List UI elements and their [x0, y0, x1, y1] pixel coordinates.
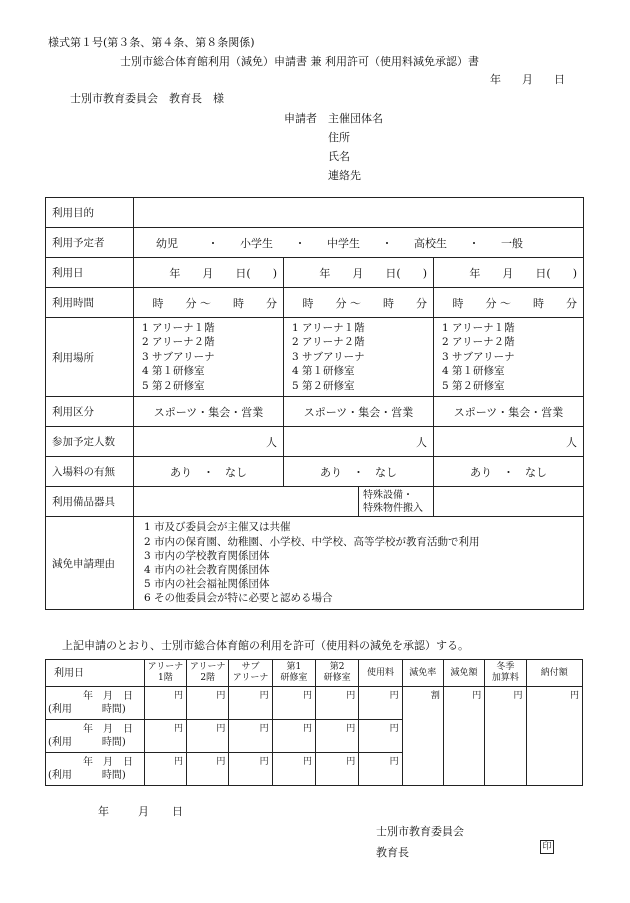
- permit-date-cell[interactable]: 年 月 日 (利用 時間): [46, 687, 145, 720]
- field-time-1[interactable]: 時 分 〜 時 分: [134, 288, 284, 318]
- field-place-2[interactable]: [284, 318, 434, 397]
- cell-reduction-rate[interactable]: 割: [402, 687, 443, 786]
- row-date: [46, 258, 584, 288]
- place-option[interactable]: 4 第１研修室: [442, 365, 505, 378]
- place-option[interactable]: 4 第１研修室: [142, 365, 205, 378]
- applicant-label: 申請者: [284, 112, 317, 125]
- cell-yen[interactable]: 円: [359, 753, 402, 786]
- field-place-1[interactable]: [134, 318, 284, 397]
- col-training-room-1: 第1 研修室: [272, 660, 315, 687]
- field-category-1[interactable]: スポーツ・集会・営業: [134, 397, 284, 427]
- field-equipment[interactable]: [134, 487, 359, 517]
- col-sub-arena: サブ アリーナ: [229, 660, 272, 687]
- row-purpose: [46, 198, 584, 228]
- cell-yen[interactable]: 円: [272, 753, 315, 786]
- field-participants-2[interactable]: 人: [284, 427, 434, 457]
- reason-option[interactable]: 1 市及び委員会が主催又は共催: [144, 521, 291, 534]
- cell-yen[interactable]: 円: [229, 753, 272, 786]
- reason-option[interactable]: 5 市内の社会福祉関係団体: [144, 578, 270, 591]
- permit-date-cell[interactable]: 年 月 日 (利用 時間): [46, 720, 145, 753]
- application-date: [490, 71, 565, 87]
- cell-yen[interactable]: 円: [315, 753, 358, 786]
- col-winter-surcharge: 冬季 加算料: [485, 660, 526, 687]
- field-place-3[interactable]: [434, 318, 584, 397]
- col-training-room-2: 第2 研修室: [315, 660, 358, 687]
- permit-table: [45, 659, 583, 786]
- col-reduction-rate: 減免率: [402, 660, 443, 687]
- permit-date-cell[interactable]: 年 月 日 (利用 時間): [46, 753, 145, 786]
- cell-yen[interactable]: 円: [272, 720, 315, 753]
- place-option[interactable]: 5 第２研修室: [142, 379, 205, 392]
- issuer-organization: 士別市教育委員会: [376, 825, 464, 838]
- addressee: 士別市教育委員会 教育長 様: [70, 92, 224, 105]
- permit-header-row: [46, 660, 583, 687]
- col-arena-2f: アリーナ 2階: [187, 660, 229, 687]
- cell-yen[interactable]: 円: [359, 687, 402, 720]
- special-label-line-2: 特殊物件搬入: [363, 502, 423, 514]
- row-admission: [46, 457, 584, 487]
- place-option[interactable]: 2 アリーナ２階: [442, 336, 515, 349]
- date-day: 日: [554, 73, 565, 86]
- place-option[interactable]: 3 サブアリーナ: [442, 350, 515, 363]
- user-option-high-school[interactable]: 高校生: [414, 236, 447, 250]
- applicant-field-address[interactable]: 住所: [328, 131, 350, 144]
- date-year: 年: [98, 805, 109, 818]
- cell-yen[interactable]: 円: [272, 687, 315, 720]
- row-category: [46, 397, 584, 427]
- field-date-1[interactable]: 年 月 日( ): [134, 258, 284, 288]
- cell-reduction-amount[interactable]: 円: [443, 687, 484, 786]
- cell-yen[interactable]: 円: [187, 753, 229, 786]
- applicant-field-contact[interactable]: 連絡先: [328, 169, 361, 182]
- row-time: [46, 288, 584, 318]
- cell-yen[interactable]: 円: [229, 687, 272, 720]
- cell-payment-amount[interactable]: 円: [526, 687, 583, 786]
- row-reason: [46, 517, 584, 610]
- field-time-2[interactable]: 時 分 〜 時 分: [284, 288, 434, 318]
- label-reason: 減免申請理由: [46, 517, 134, 610]
- cell-yen[interactable]: 円: [187, 687, 229, 720]
- date-month: 月: [522, 73, 533, 86]
- user-option-junior-high[interactable]: 中学生: [327, 236, 360, 250]
- label-equipment: 利用備品器具: [46, 487, 134, 517]
- row-equipment: [46, 487, 584, 517]
- application-table: [45, 197, 584, 610]
- applicant-field-group[interactable]: 主催団体名: [328, 112, 383, 125]
- cell-yen[interactable]: 円: [315, 720, 358, 753]
- label-date: 利用日: [46, 258, 134, 288]
- cell-winter-surcharge[interactable]: 円: [485, 687, 526, 786]
- field-reason[interactable]: [134, 517, 584, 610]
- field-time-3[interactable]: 時 分 〜 時 分: [434, 288, 584, 318]
- place-option[interactable]: 3 サブアリーナ: [142, 350, 215, 363]
- place-option[interactable]: 2 アリーナ２階: [292, 336, 365, 349]
- field-purpose[interactable]: [134, 198, 584, 228]
- cell-yen[interactable]: 円: [144, 753, 186, 786]
- field-participants-1[interactable]: 人: [134, 427, 284, 457]
- form-number: 様式第１号(第３条、第４条、第８条関係): [48, 36, 255, 49]
- applicant-block: [284, 109, 383, 185]
- user-separator: ・: [381, 236, 393, 250]
- cell-yen[interactable]: 円: [315, 687, 358, 720]
- user-option-infant[interactable]: 幼児: [156, 236, 178, 250]
- approval-statement: 上記申請のとおり、士別市総合体育館の利用を許可（使用料の減免を承認）する。: [62, 639, 469, 652]
- col-usage-fee: 使用料: [359, 660, 402, 687]
- place-option[interactable]: 1 アリーナ１階: [142, 321, 215, 334]
- applicant-field-name[interactable]: 氏名: [328, 150, 350, 163]
- place-option[interactable]: 2 アリーナ２階: [142, 336, 215, 349]
- place-option[interactable]: 1 アリーナ１階: [442, 321, 515, 334]
- permit-date: [98, 803, 183, 819]
- label-place: 利用場所: [46, 318, 134, 397]
- cell-yen[interactable]: 円: [229, 720, 272, 753]
- label-users: 利用予定者: [46, 228, 134, 258]
- col-arena-1f: アリーナ 1階: [144, 660, 186, 687]
- field-admission-2[interactable]: あり ・ なし: [284, 457, 434, 487]
- label-special-equipment: [359, 487, 434, 517]
- field-category-2[interactable]: スポーツ・集会・営業: [284, 397, 434, 427]
- cell-yen[interactable]: 円: [187, 720, 229, 753]
- label-category: 利用区分: [46, 397, 134, 427]
- seal-mark-icon: 印: [540, 840, 554, 854]
- place-option[interactable]: 5 第２研修室: [442, 379, 505, 392]
- row-participants: [46, 427, 584, 457]
- place-option[interactable]: 3 サブアリーナ: [292, 350, 365, 363]
- row-place: [46, 318, 584, 397]
- reason-option[interactable]: 2 市内の保育園、幼稚園、小学校、中学校、高等学校が教育活動で利用: [144, 535, 480, 548]
- field-participants-3[interactable]: 人: [434, 427, 584, 457]
- cell-yen[interactable]: 円: [359, 720, 402, 753]
- user-option-general[interactable]: 一般: [501, 236, 523, 250]
- col-reduction-amount: 減免額: [443, 660, 484, 687]
- label-admission: 入場料の有無: [46, 457, 134, 487]
- field-date-3[interactable]: 年 月 日( ): [434, 258, 584, 288]
- permit-row: [46, 687, 583, 720]
- col-payment-amount: 納付額: [526, 660, 583, 687]
- date-day: 日: [172, 805, 183, 818]
- date-month: 月: [138, 805, 149, 818]
- label-participants: 参加予定人数: [46, 427, 134, 457]
- issuer-title: 教育長: [376, 846, 409, 859]
- row-users: [46, 228, 584, 258]
- label-time: 利用時間: [46, 288, 134, 318]
- field-date-2[interactable]: 年 月 日( ): [284, 258, 434, 288]
- reason-option[interactable]: 4 市内の社会教育関係団体: [144, 564, 270, 576]
- user-separator: ・: [468, 236, 480, 250]
- field-admission-1[interactable]: あり ・ なし: [134, 457, 284, 487]
- place-option[interactable]: 5 第２研修室: [292, 379, 355, 392]
- special-label-line-1: 特殊設備・: [363, 489, 413, 501]
- field-users[interactable]: [134, 228, 584, 258]
- user-option-elementary[interactable]: 小学生: [240, 236, 273, 250]
- place-option[interactable]: 4 第１研修室: [292, 365, 355, 378]
- reason-option[interactable]: 3 市内の学校教育関係団体: [144, 549, 270, 562]
- date-year: 年: [490, 73, 501, 86]
- user-separator: ・: [207, 236, 219, 250]
- cell-yen[interactable]: 円: [144, 687, 186, 720]
- place-option[interactable]: 1 アリーナ１階: [292, 321, 365, 334]
- field-category-3[interactable]: スポーツ・集会・営業: [434, 397, 584, 427]
- reason-option[interactable]: 6 その他委員会が特に必要と認める場合: [144, 592, 333, 605]
- document-title: 士別市総合体育館利用（減免）申請書 兼 利用許可（使用料減免承認）書: [120, 55, 479, 68]
- col-date: 利用日: [46, 660, 145, 687]
- label-purpose: 利用目的: [46, 198, 134, 228]
- field-special-equipment[interactable]: [434, 487, 584, 517]
- user-separator: ・: [294, 236, 306, 250]
- cell-yen[interactable]: 円: [144, 720, 186, 753]
- field-admission-3[interactable]: あり ・ なし: [434, 457, 584, 487]
